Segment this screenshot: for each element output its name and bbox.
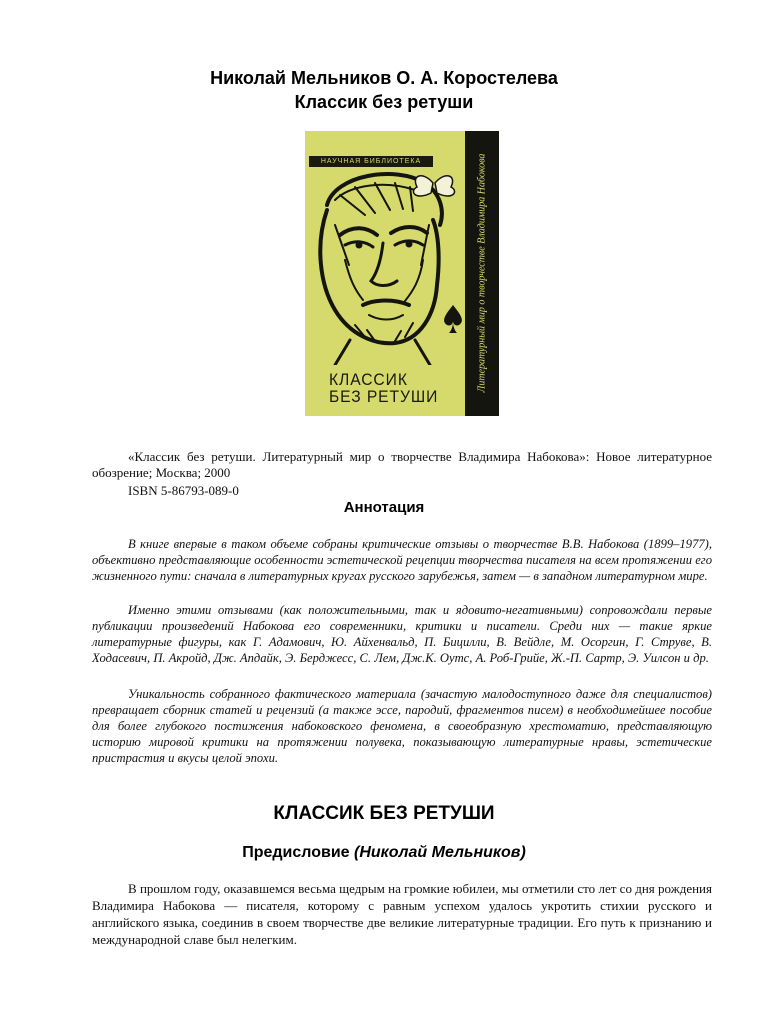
cover-spine-text: Литературный мир о творчестве Владимира Набокова	[476, 153, 488, 393]
annotation-paragraph: В книге впервые в таком объеме собраны критические отзывы о творчестве В.В. Набокова (1899–1977), объективно представляющие особенности эстетической рецепции творчества писателя на всем протяжении его жизненного пути: сначала в литературных кругах русского зарубежья, затем — в западном литературном мире.	[92, 537, 712, 583]
isbn: ISBN 5-86793-089-0	[128, 483, 239, 498]
section-title: КЛАССИК БЕЗ РЕТУШИ	[273, 803, 495, 824]
cover-series-label: НАУЧНАЯ БИБЛИОТЕКА	[309, 156, 433, 167]
annotation-paragraph: Именно этими отзывами (как положительными, так и ядовито-негативными) сопровождали первые публикации произведений Набокова его современники, критики и писатели. Среди них — такие яркие литературные фигуры, как Г. Адамович, Ю. Айхенвальд, П. Бицилли, В. Вейдле, М. Осоргин, Г. Струве, В. Ходасевич, П. Акройд, Дж. Апдайк, Э. Берджесс, С. Лем, Дж.К. Оутс, А. Роб-Грийе, Ж.-П. Сартр, Э. Уилсон и др.	[92, 603, 712, 665]
spade-icon	[444, 305, 462, 333]
annotation-heading: Аннотация	[343, 499, 425, 516]
book-cover-image	[305, 131, 499, 416]
portrait-drawing	[305, 165, 465, 365]
preface-author: (Николай Мельников)	[354, 844, 526, 861]
document-authors: Николай Мельников О. А. Коростелева	[210, 68, 558, 88]
preface-paragraph: В прошлом году, оказавшемся весьма щедрым на громкие юбилеи, мы отметили сто лет со дня рождения Владимира Набокова — писателя, которому с равным успехом удалось укротить стихии русского и английского языка, соединив в своем творчестве две великие литературные традиции. Его путь к признанию и международной славе был нелегким.	[92, 881, 712, 947]
cover-spine	[465, 131, 499, 416]
annotation-paragraph: Уникальность собранного фактического материала (зачастую малодоступного даже для специалистов) превращает сборник статей и рецензий (а также эссе, пародий, фрагментов писем) в необходимейшее пособие для более глубокого постижения набоковского феномена, в своеобразную хрестоматию, представляющую историю мировой критики на протяжении полувека, показывающую литературные нравы, эстетические пристрастия и вкусы целой эпохи.	[92, 687, 712, 765]
cover-title: КЛАССИК БЕЗ РЕТУШИ	[329, 370, 439, 406]
preface-heading	[0, 844, 768, 862]
document-title: Классик без ретуши	[294, 92, 474, 112]
bibliographic-reference: «Классик без ретуши. Литературный мир о творчестве Владимира Набокова»: Новое литературное обозрение; Москва; 2000	[92, 449, 712, 480]
preface-label: Предисловие	[242, 844, 350, 861]
